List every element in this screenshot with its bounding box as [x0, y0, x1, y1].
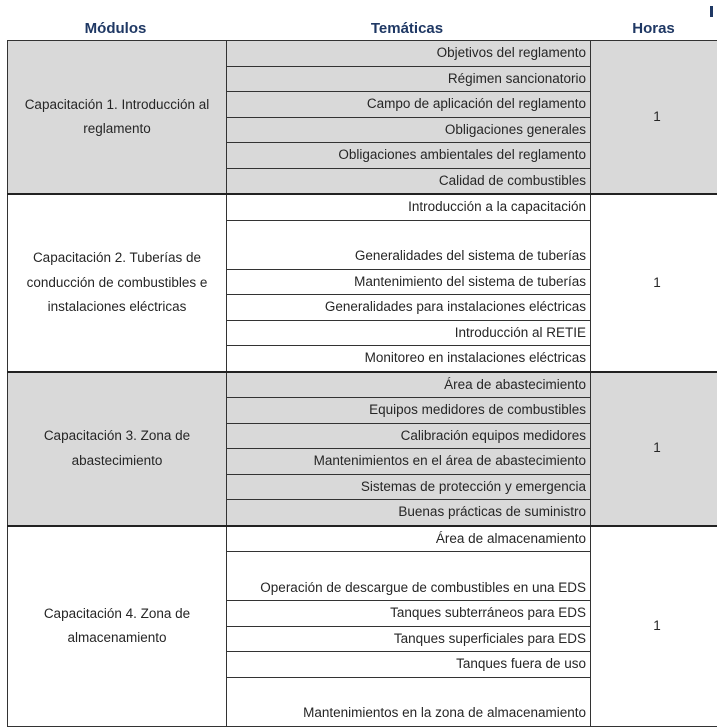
- topic-cell: Campo de aplicación del reglamento: [227, 92, 591, 118]
- topic-cell: Tanques fuera de uso: [227, 652, 591, 678]
- hours-cell: 1: [591, 41, 717, 195]
- modules-table: [7, 40, 717, 727]
- topic-cell: Obligaciones generales: [227, 117, 591, 143]
- topic-cell: Área de abastecimiento: [227, 372, 591, 398]
- module-title-cell: Capacitación 2. Tuberías de conducción de combustibles e instalaciones eléctricas: [8, 194, 227, 372]
- topic-cell: Mantenimientos en la zona de almacenamiento: [227, 677, 591, 726]
- topic-cell: Área de almacenamiento: [227, 526, 591, 552]
- topic-cell: Obligaciones ambientales del reglamento: [227, 143, 591, 169]
- topic-cell: Régimen sancionatorio: [227, 66, 591, 92]
- topic-cell: Introducción a la capacitación: [227, 194, 591, 220]
- topic-cell: Mantenimiento del sistema de tuberías: [227, 269, 591, 295]
- topic-cell: Sistemas de protección y emergencia: [227, 474, 591, 500]
- topic-cell: Objetivos del reglamento: [227, 41, 591, 67]
- modules-table-body: [8, 41, 717, 727]
- topic-cell: Monitoreo en instalaciones eléctricas: [227, 346, 591, 372]
- module-title-cell: Capacitación 4. Zona de almacenamiento: [8, 526, 227, 727]
- topic-cell: Calidad de combustibles: [227, 168, 591, 194]
- column-header-horas: Horas: [590, 18, 717, 40]
- topic-cell: Operación de descargue de combustibles en una EDS: [227, 552, 591, 601]
- edge-mark: [710, 6, 713, 17]
- hours-cell: 1: [591, 526, 717, 727]
- table-row: [8, 526, 717, 552]
- column-header-modulos: Módulos: [8, 18, 223, 40]
- column-header-tematicas: Temáticas: [226, 18, 588, 40]
- hours-cell: 1: [591, 372, 717, 526]
- topic-cell: Buenas prácticas de suministro: [227, 500, 591, 526]
- topic-cell: Calibración equipos medidores: [227, 423, 591, 449]
- table-row: [8, 372, 717, 398]
- topic-cell: Introducción al RETIE: [227, 320, 591, 346]
- topic-cell: Equipos medidores de combustibles: [227, 398, 591, 424]
- topic-cell: Mantenimientos en el área de abastecimiento: [227, 449, 591, 475]
- topic-cell: Tanques superficiales para EDS: [227, 626, 591, 652]
- topic-cell: Generalidades para instalaciones eléctricas: [227, 295, 591, 321]
- table-row: [8, 41, 717, 67]
- table-row: [8, 194, 717, 220]
- topic-cell: Tanques subterráneos para EDS: [227, 601, 591, 627]
- module-title-cell: Capacitación 1. Introducción al reglamento: [8, 41, 227, 195]
- topic-cell: Generalidades del sistema de tuberías: [227, 220, 591, 269]
- hours-cell: 1: [591, 194, 717, 372]
- module-title-cell: Capacitación 3. Zona de abastecimiento: [8, 372, 227, 526]
